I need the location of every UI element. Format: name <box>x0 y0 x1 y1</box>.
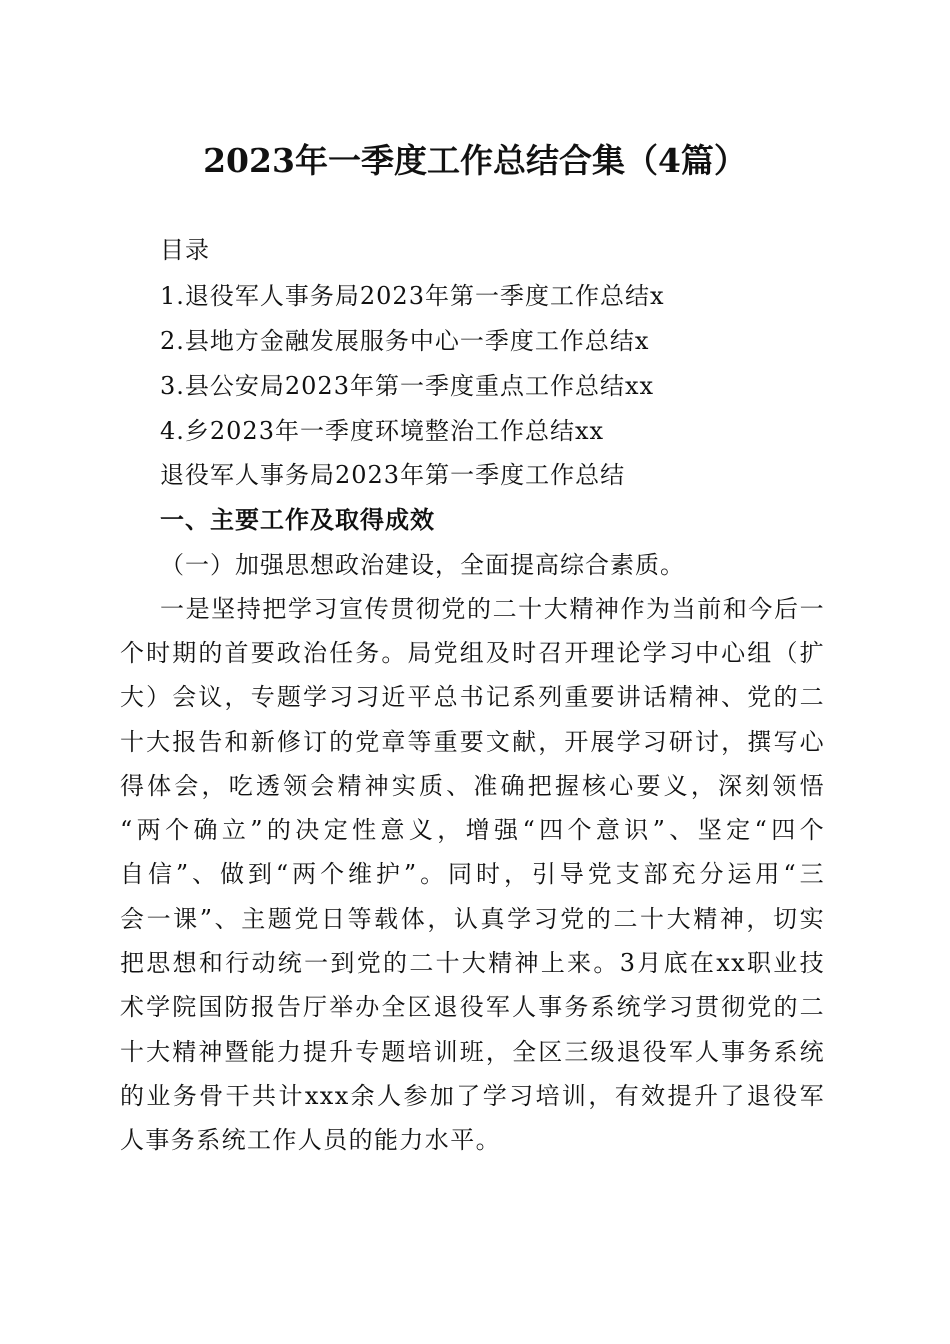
paragraph-line: 把思想和行动统一到党的二十大精神上来。3月底在xx职业技 <box>120 949 825 978</box>
body-paragraph-first-line <box>160 587 825 631</box>
toc-heading: 目录 <box>160 236 210 264</box>
paragraph-line: 会一课”、主题党日等载体，认真学习党的二十大精神，切实 <box>120 904 825 933</box>
toc-item-4: 4.乡2023年一季度环境整治工作总结xx <box>160 417 605 445</box>
paragraph-line: “两个确立”的决定性意义，增强“四个意识”、坚定“四个 <box>120 816 825 845</box>
paragraph-line: 一是坚持把学习宣传贯彻党的二十大精神作为当前和今后一 <box>160 595 825 623</box>
subsection-heading: （一）加强思想政治建设，全面提高综合素质。 <box>160 551 685 579</box>
paragraph-line: 术学院国防报告厅举办全区退役军人事务系统学习贯彻党的二 <box>120 993 825 1022</box>
paragraph-line: 自信”、做到“两个维护”。同时，引导党支部充分运用“三 <box>120 860 825 889</box>
article-title: 退役军人事务局2023年第一季度工作总结 <box>160 461 626 489</box>
paragraph-line: 的业务骨干共计xxx余人参加了学习培训，有效提升了退役军 <box>120 1081 825 1110</box>
paragraph-line: 十大精神暨能力提升专题培训班，全区三级退役军人事务系统 <box>120 1037 825 1066</box>
document-title: 2023年一季度工作总结合集（4篇） <box>203 141 747 180</box>
paragraph-line: 个时期的首要政治任务。局党组及时召开理论学习中心组（扩 <box>120 639 825 667</box>
section-heading: 一、主要工作及取得成效 <box>160 506 435 534</box>
paragraph-line: 大）会议，专题学习习近平总书记系列重要讲话精神、党的二 <box>120 683 825 712</box>
toc-item-2: 2.县地方金融发展服务中心一季度工作总结x <box>160 327 650 355</box>
toc-item-3: 3.县公安局2023年第一季度重点工作总结xx <box>160 372 655 400</box>
paragraph-line: 得体会，吃透领会精神实质、准确把握核心要义，深刻领悟 <box>120 771 825 800</box>
toc-item-1: 1.退役军人事务局2023年第一季度工作总结x <box>160 282 665 310</box>
paragraph-line: 人事务系统工作人员的能力水平。 <box>120 1126 501 1155</box>
body-paragraph <box>120 631 825 1163</box>
paragraph-line: 十大报告和新修订的党章等重要文献，开展学习研讨，撰写心 <box>120 727 825 756</box>
